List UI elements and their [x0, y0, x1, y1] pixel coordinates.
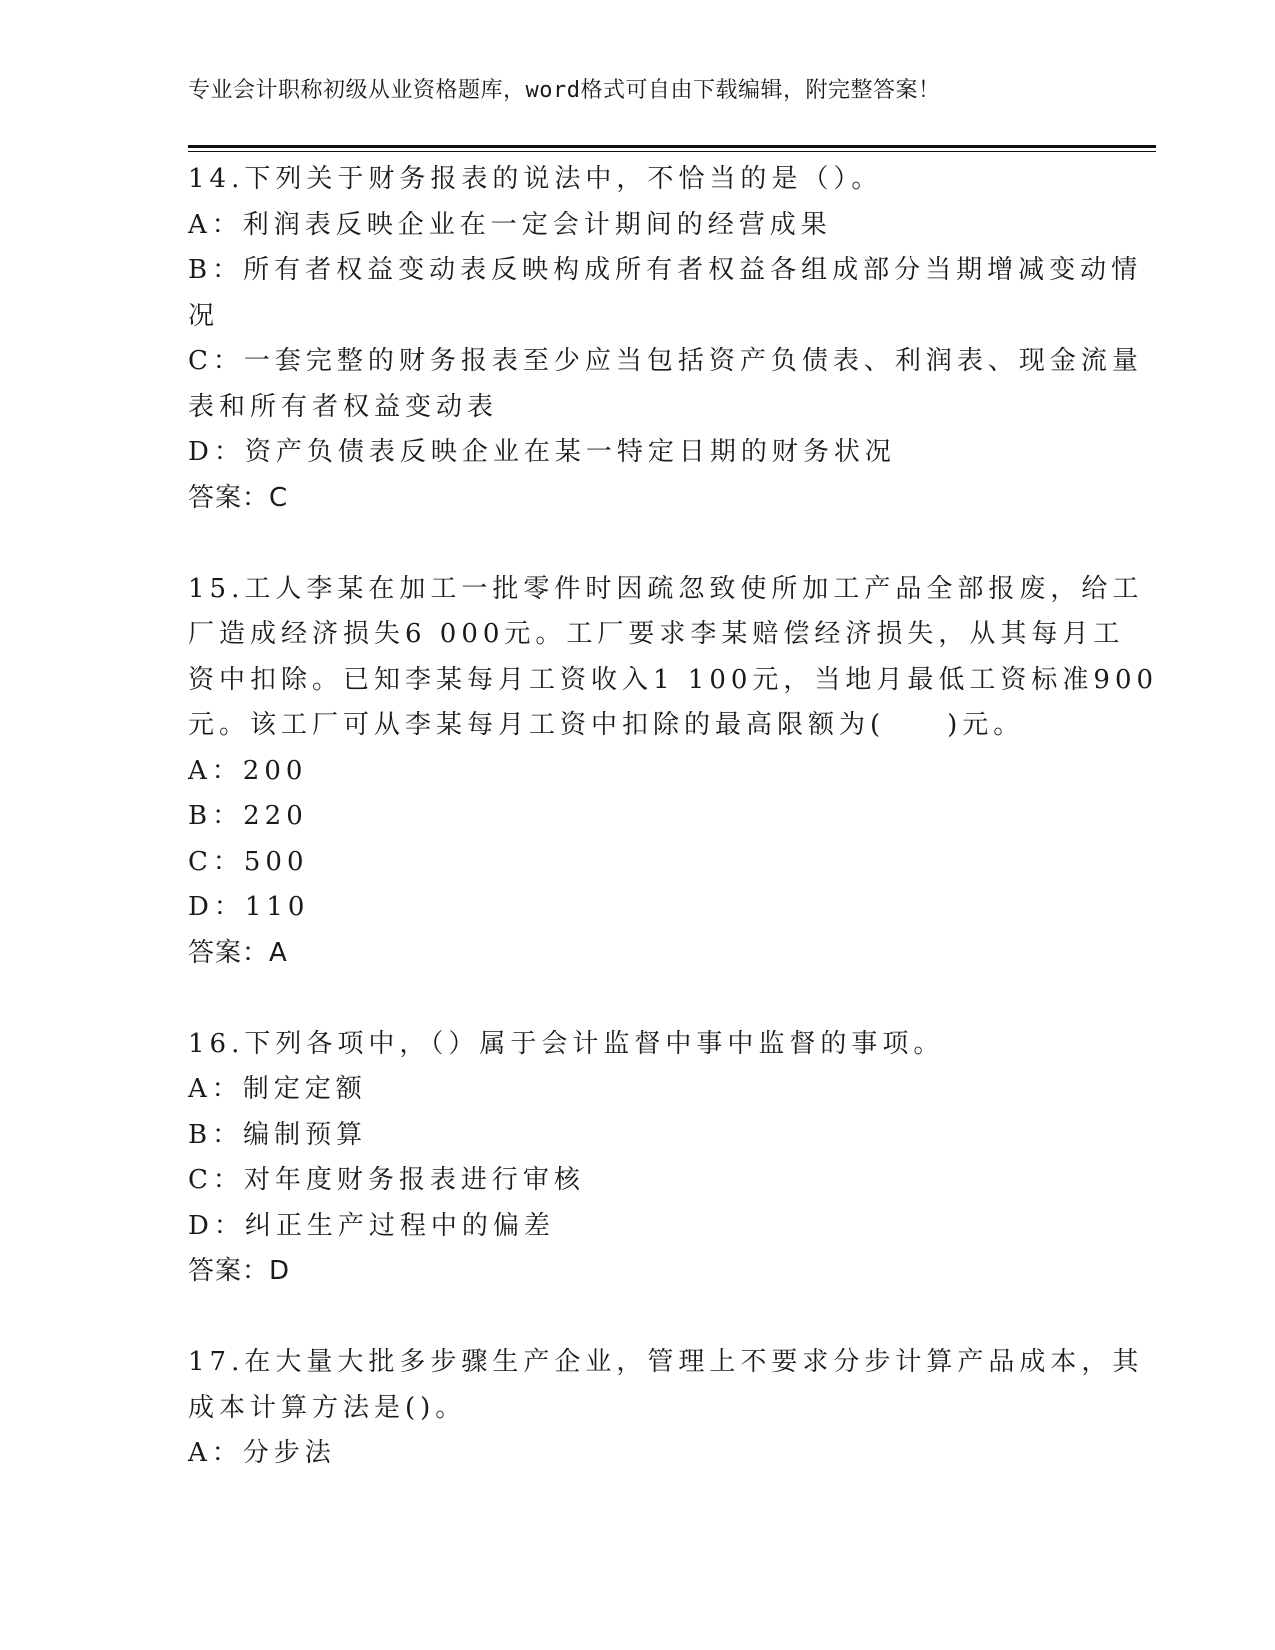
question-block: [188, 1340, 1144, 1477]
question-block: [188, 1022, 1088, 1295]
option-c-continued: 表和所有者权益变动表: [188, 391, 499, 422]
page-header: 专业会计职称初级从业资格题库，word格式可自由下载编辑，附完整答案！: [188, 78, 941, 103]
question-stem-continued: 资中扣除。已知李某每月工资收入1 100元，当地月最低工资标准900: [188, 664, 1159, 695]
option-d: D：纠正生产过程中的偏差: [188, 1210, 555, 1241]
spacer: [188, 521, 1088, 567]
question-stem: 15.工人李某在加工一批零件时因疏忽致使所加工产品全部报废，给工: [188, 573, 1144, 604]
header-rule-thick: [188, 145, 1156, 148]
option-a: A：分步法: [188, 1438, 336, 1468]
option-c: C：一套完整的财务报表至少应当包括资产负债表、利润表、现金流量: [188, 346, 1143, 376]
option-a: A：200: [188, 755, 308, 786]
question-block: [188, 157, 1143, 521]
question-stem: 14.下列关于财务报表的说法中，不恰当的是（）。: [188, 164, 883, 194]
option-d: D：资产负债表反映企业在某一特定日期的财务状况: [188, 437, 896, 467]
option-c: C：对年度财务报表进行审核: [188, 1165, 585, 1195]
answer: 答案：D: [188, 1256, 291, 1286]
header-rule-thin: [188, 151, 1156, 152]
option-b: B：所有者权益变动表反映构成所有者权益各组成部分当期增减变动情: [188, 255, 1143, 285]
question-stem-continued: 厂造成经济损失6 000元。工厂要求李某赔偿经济损失，从其每月工: [188, 619, 1125, 649]
option-b: B：220: [188, 801, 308, 831]
answer: 答案：C: [188, 482, 289, 513]
question-stem: 16.下列各项中，（）属于会计监督中事中监督的事项。: [188, 1028, 945, 1059]
spacer: [188, 1295, 1088, 1341]
question-stem-continued: 元。该工厂可从李某每月工资中扣除的最高限额为( )元。: [188, 710, 1025, 740]
option-c: C：500: [188, 846, 309, 877]
question-block: [188, 567, 1159, 977]
option-a: A：利润表反映企业在一定会计期间的经营成果: [188, 209, 832, 240]
question-stem-continued: 成本计算方法是()。: [188, 1392, 467, 1423]
question-stem: 17.在大量大批多步骤生产企业，管理上不要求分步计算产品成本，其: [188, 1347, 1144, 1377]
option-b-continued: 况: [188, 300, 220, 331]
option-d: D：110: [188, 892, 310, 922]
question-list: [188, 157, 1159, 1477]
spacer: [188, 976, 1088, 1022]
answer: 答案：A: [188, 937, 288, 968]
option-a: A：制定定额: [188, 1074, 367, 1104]
option-b: B：编制预算: [188, 1119, 368, 1150]
